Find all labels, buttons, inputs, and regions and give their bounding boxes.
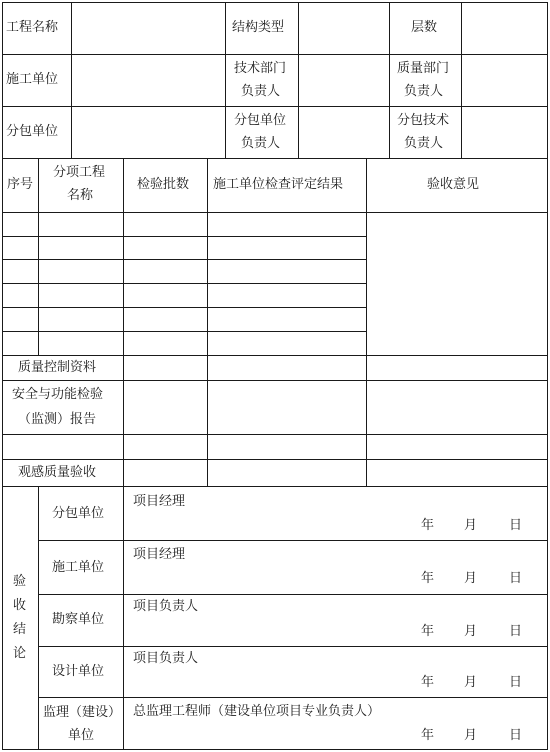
rule-unit3 — [38, 646, 548, 647]
date-day: 日 — [509, 675, 523, 690]
sub-tech-head-label-l2: 负责人 — [404, 136, 444, 151]
sub-tech-head-label-l1: 分包技术 — [397, 113, 450, 128]
conclusion-label-char3: 结 — [13, 622, 27, 637]
tech-dept-label-l2: 负责人 — [241, 84, 281, 99]
safety-report-label-l2: （监测）报告 — [18, 412, 97, 427]
rule-concl-v1 — [38, 486, 39, 750]
rule-hdr-v3 — [298, 2, 299, 159]
rule-row3 — [2, 158, 548, 159]
date-year: 年 — [421, 675, 435, 690]
sub-unit-head-label-l2: 负责人 — [241, 136, 281, 151]
unit-name: 设计单位 — [52, 664, 105, 679]
safety-report-label-l1: 安全与功能检验 — [12, 387, 104, 402]
col-result-header: 施工单位检查评定结果 — [213, 177, 344, 192]
rule-left — [2, 2, 3, 750]
subcontract-unit-label: 分包单位 — [6, 124, 59, 139]
floors-label: 层数 — [411, 20, 438, 35]
date-month: 月 — [464, 624, 478, 639]
quality-dept-label-l2: 负责人 — [404, 84, 444, 99]
rule-data3 — [2, 283, 366, 284]
date-month: 月 — [464, 518, 478, 533]
rule-tbl-v2 — [123, 158, 124, 487]
col-opinion-header: 验收意见 — [427, 177, 480, 192]
project-name-label: 工程名称 — [6, 20, 59, 35]
date-year: 年 — [421, 571, 435, 586]
col-batches-header: 检验批数 — [137, 177, 190, 192]
date-day: 日 — [509, 624, 523, 639]
rule-tbl-v4 — [366, 158, 367, 487]
unit-name: 监理（建设） — [43, 705, 122, 720]
rule-tbl-v3 — [207, 158, 208, 487]
unit-signer: 项目经理 — [133, 494, 186, 509]
rule-safety-mid — [2, 434, 548, 435]
conclusion-label-char1: 验 — [13, 574, 27, 589]
rule-row1 — [2, 54, 548, 55]
conclusion-label-char4: 论 — [13, 646, 27, 661]
rule-hdr-v5 — [461, 2, 462, 159]
date-month: 月 — [464, 571, 478, 586]
rule-bottom — [2, 749, 548, 750]
unit-name: 分包单位 — [52, 506, 105, 521]
rule-hdr-v2 — [225, 2, 226, 159]
unit-name: 施工单位 — [52, 560, 105, 575]
unit-signer: 项目经理 — [133, 547, 186, 562]
rule-table-header — [2, 212, 548, 213]
rule-quality-top — [2, 355, 548, 356]
construction-unit-label: 施工单位 — [6, 72, 59, 87]
rule-hdr-v4 — [389, 2, 390, 159]
rule-data2 — [2, 259, 366, 260]
tech-dept-label-l1: 技术部门 — [234, 61, 287, 76]
rule-safety-top — [2, 380, 548, 381]
rule-top — [2, 2, 548, 3]
conclusion-label-char2: 收 — [13, 598, 27, 613]
rule-row2 — [2, 106, 548, 107]
col-subproject-header-l2: 名称 — [67, 188, 94, 203]
rule-unit4 — [38, 697, 548, 698]
date-year: 年 — [421, 728, 435, 743]
date-day: 日 — [509, 728, 523, 743]
col-no-header: 序号 — [7, 177, 34, 192]
rule-appearance-top — [2, 459, 548, 460]
rule-tbl-v1 — [38, 158, 39, 356]
quality-dept-label-l1: 质量部门 — [397, 61, 450, 76]
quality-docs-label: 质量控制资料 — [18, 360, 97, 375]
date-month: 月 — [464, 728, 478, 743]
appearance-label: 观感质量验收 — [18, 465, 97, 480]
rule-data4 — [2, 307, 366, 308]
rule-conclusion-top — [2, 486, 548, 487]
date-month: 月 — [464, 675, 478, 690]
rule-concl-v2 — [123, 486, 124, 750]
date-year: 年 — [421, 518, 435, 533]
unit-name-l2: 单位 — [68, 728, 95, 743]
rule-right — [547, 2, 548, 750]
unit-name: 勘察单位 — [52, 612, 105, 627]
unit-signer: 总监理工程师（建设单位项目专业负责人） — [133, 704, 381, 719]
unit-signer: 项目负责人 — [133, 651, 199, 666]
unit-signer: 项目负责人 — [133, 599, 199, 614]
rule-unit2 — [38, 594, 548, 595]
sub-unit-head-label-l1: 分包单位 — [234, 113, 287, 128]
rule-data5 — [2, 331, 366, 332]
structure-type-label: 结构类型 — [232, 20, 285, 35]
rule-unit1 — [38, 540, 548, 541]
date-year: 年 — [421, 624, 435, 639]
col-subproject-header-l1: 分项工程 — [53, 165, 106, 180]
rule-hdr-v1 — [71, 2, 72, 159]
date-day: 日 — [509, 518, 523, 533]
date-day: 日 — [509, 571, 523, 586]
rule-data1 — [2, 236, 366, 237]
